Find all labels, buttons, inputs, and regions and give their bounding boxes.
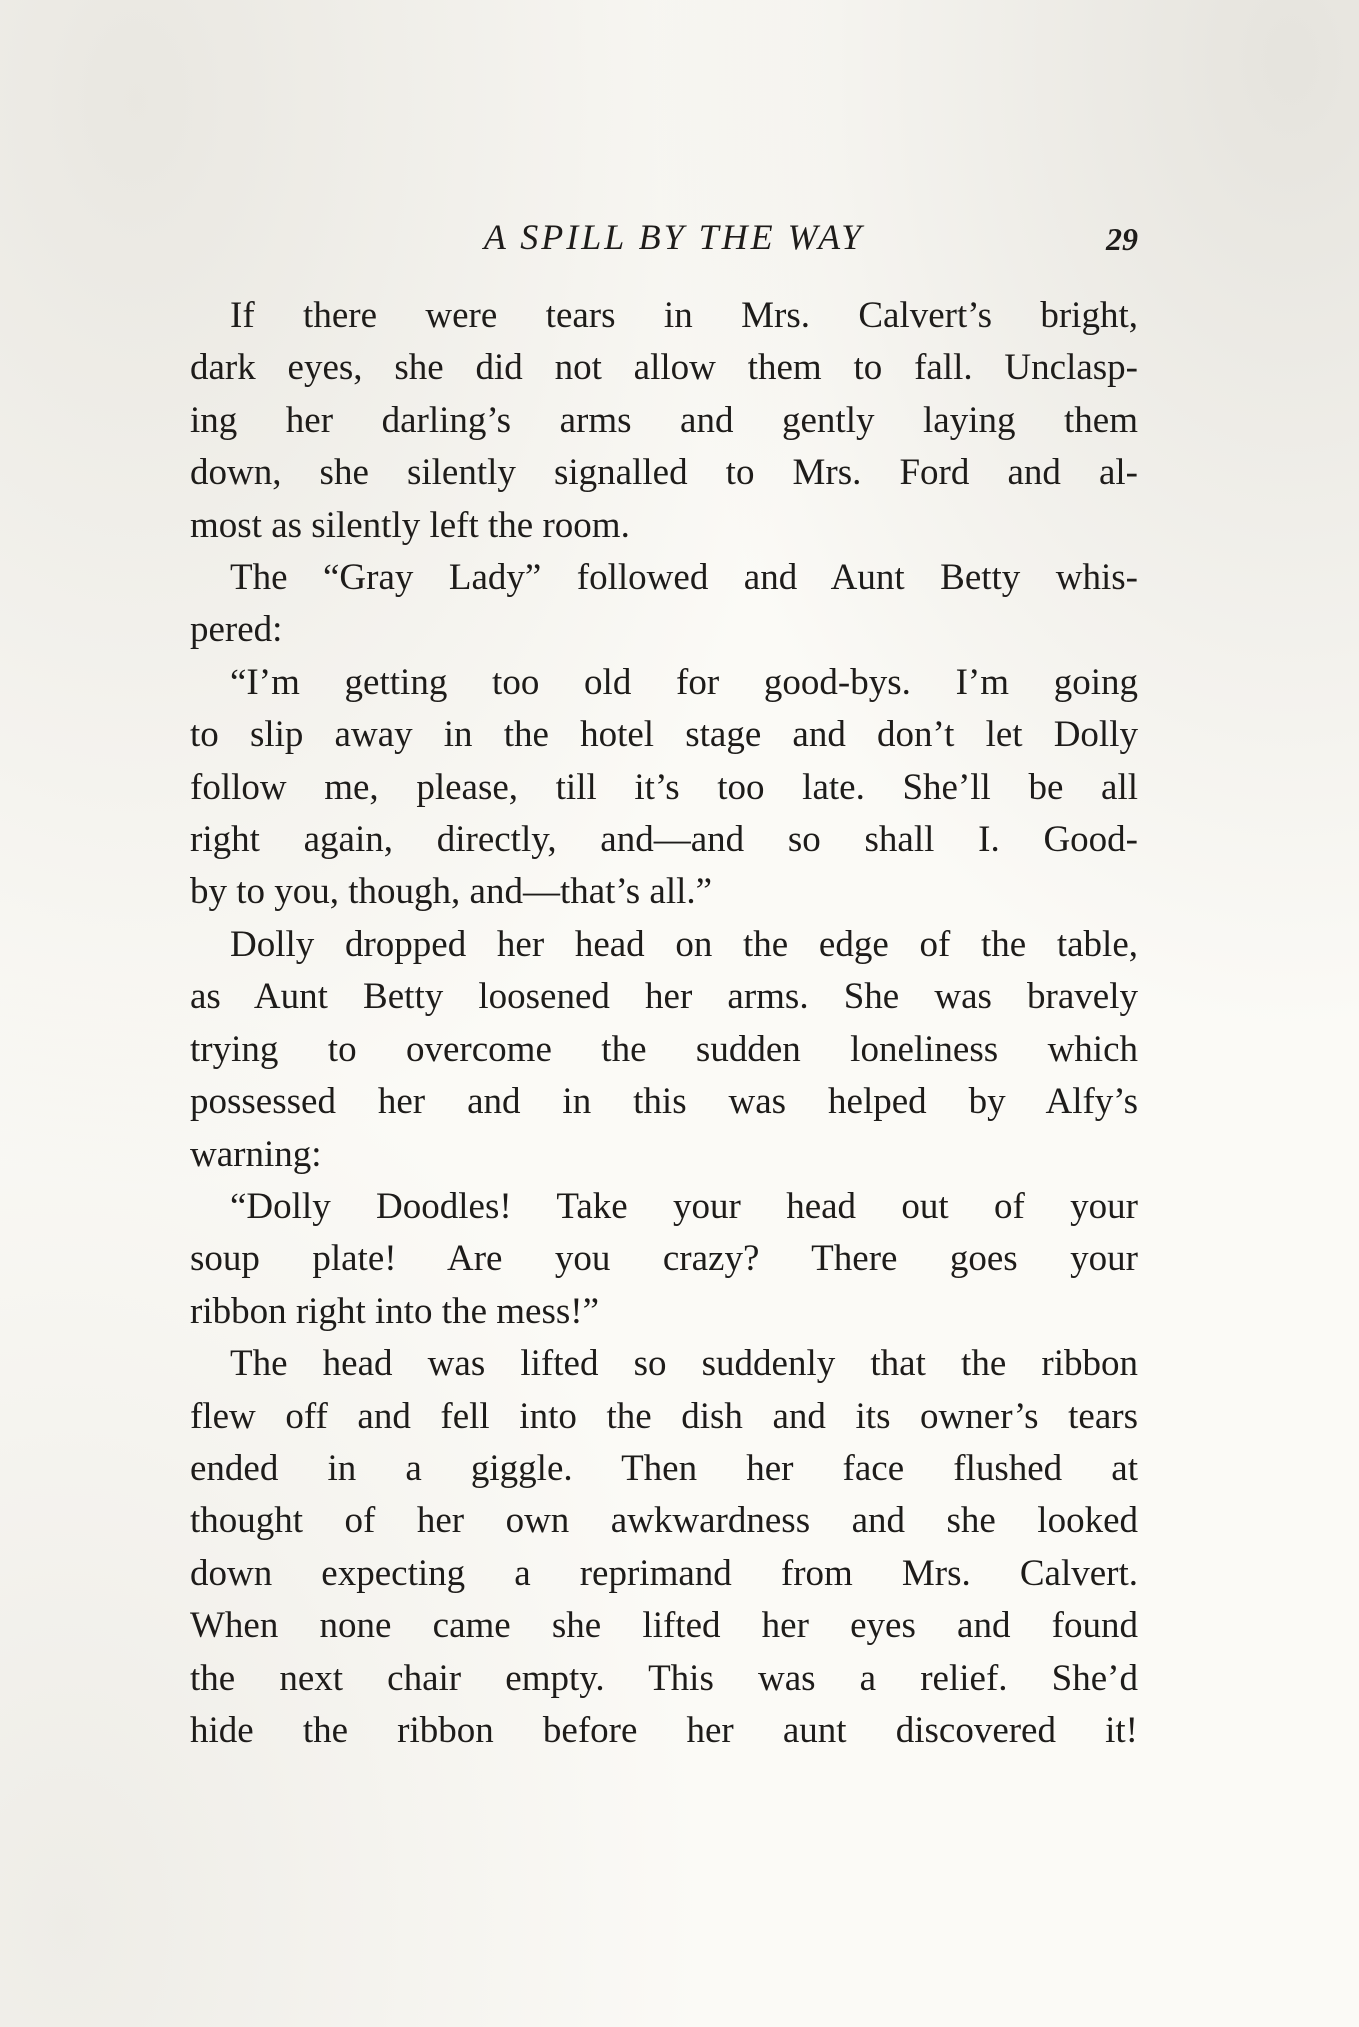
text-line: “Dolly Doodles! Take your head out of your xyxy=(230,1185,1138,1227)
page-number: 29 xyxy=(1106,221,1138,257)
text-line: the next chair empty. This was a relief. She’d xyxy=(190,1657,1138,1699)
paragraph xyxy=(190,919,1138,1181)
text-line: thought of her own awkwardness and she looked xyxy=(190,1500,1138,1542)
text-line: by to you, though, and—that’s all.” xyxy=(190,871,713,913)
text-line: warning: xyxy=(190,1133,322,1175)
text-line: to slip away in the hotel stage and don’t let Dolly xyxy=(190,714,1138,756)
text-line: possessed her and in this was helped by Alfy’s xyxy=(190,1081,1138,1123)
paragraph xyxy=(190,1181,1138,1338)
body-text xyxy=(190,290,1138,1757)
paragraph xyxy=(190,1338,1138,1757)
text-line: hide the ribbon before her aunt discovered it! xyxy=(190,1709,1138,1751)
text-line: down expecting a reprimand from Mrs. Calvert. xyxy=(190,1552,1138,1594)
text-line: follow me, please, till it’s too late. She’ll be all xyxy=(190,766,1138,808)
paragraph xyxy=(190,552,1138,657)
text-line: down, she silently signalled to Mrs. Ford and al- xyxy=(190,452,1138,494)
text-line: The “Gray Lady” followed and Aunt Betty whis- xyxy=(230,557,1138,599)
paragraph xyxy=(190,657,1138,919)
text-line: trying to overcome the sudden loneliness which xyxy=(190,1028,1138,1070)
text-line: as Aunt Betty loosened her arms. She was bravely xyxy=(190,976,1138,1018)
running-title: A SPILL BY THE WAY xyxy=(483,217,865,257)
text-line: Dolly dropped her head on the edge of the table, xyxy=(230,923,1138,965)
text-line: ribbon right into the mess!” xyxy=(190,1290,599,1332)
text-line: flew off and fell into the dish and its owner’s tears xyxy=(190,1395,1138,1437)
text-line: When none came she lifted her eyes and found xyxy=(190,1605,1138,1647)
text-line: “I’m getting too old for good-bys. I’m going xyxy=(230,661,1138,703)
text-line: soup plate! Are you crazy? There goes your xyxy=(190,1238,1138,1280)
running-head xyxy=(190,212,1138,262)
text-line: ing her darling’s arms and gently laying them xyxy=(190,399,1138,441)
text-line: If there were tears in Mrs. Calvert’s bright, xyxy=(230,295,1138,336)
text-line: dark eyes, she did not allow them to fall. Unclasp- xyxy=(190,347,1138,389)
text-line: most as silently left the room. xyxy=(190,504,630,546)
text-line: The head was lifted so suddenly that the ribbon xyxy=(230,1343,1138,1385)
text-line: ended in a giggle. Then her face flushed at xyxy=(190,1447,1138,1489)
text-line: pered: xyxy=(190,609,283,651)
paragraph xyxy=(190,290,1138,552)
text-line: right again, directly, and—and so shall I. Good- xyxy=(190,819,1138,861)
